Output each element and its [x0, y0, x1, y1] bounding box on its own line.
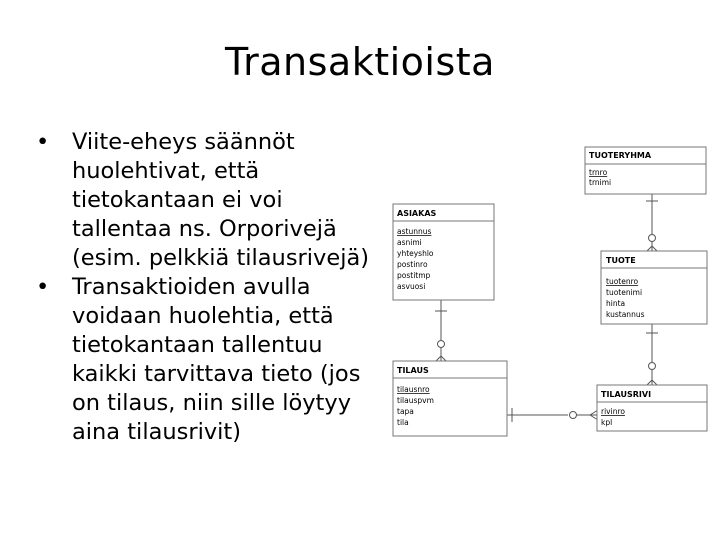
entity-attribute: asnimi — [397, 238, 422, 247]
entity-attribute: tuotenro — [606, 277, 639, 286]
entity-attribute: kustannus — [606, 310, 645, 319]
bullet-text-1: • Viite-eheys säännöt huolehtivat, että tietokantaan ei voi tallentaa ns. Orporivejä (esim. pelkkiä tilausrivejä) — [72, 129, 370, 271]
entity-attribute: postitmp — [397, 271, 431, 280]
entity-attribute: tuotenimi — [606, 288, 643, 297]
entity-attribute: postinro — [397, 260, 428, 269]
entity-attribute: yhteyshlo — [397, 249, 434, 258]
entity-attribute: kpl — [601, 418, 613, 427]
entity-attribute: tilausnro — [397, 385, 430, 394]
entity-title: TILAUSRIVI — [601, 390, 652, 399]
entity-attribute: tapa — [397, 407, 414, 416]
entity-attribute: rivinro — [601, 407, 625, 416]
entity-attribute: tila — [397, 418, 409, 427]
entity-attribute: astunnus — [397, 227, 432, 236]
bullet-text-2: • Transaktioiden avulla voidaan huolehtia, että tietokantaan tallentuu kaikki tarvittava tieto (jos on tilaus, niin sille löytyy aina tilausrivit) — [72, 274, 361, 445]
entity-attribute: trnro — [589, 168, 608, 177]
entity-title: TUOTE — [606, 256, 636, 265]
entity-attribute: tilauspvm — [397, 396, 434, 405]
entity-title: TUOTERYHMA — [589, 151, 652, 160]
entity-attribute: asvuosi — [397, 282, 426, 291]
entity-attribute: trnimi — [589, 178, 612, 187]
entity-title: ASIAKAS — [397, 209, 437, 218]
entity-title: TILAUS — [397, 366, 429, 375]
slide-title: Transaktioista — [225, 40, 495, 84]
entity-attribute: hinta — [606, 299, 626, 308]
